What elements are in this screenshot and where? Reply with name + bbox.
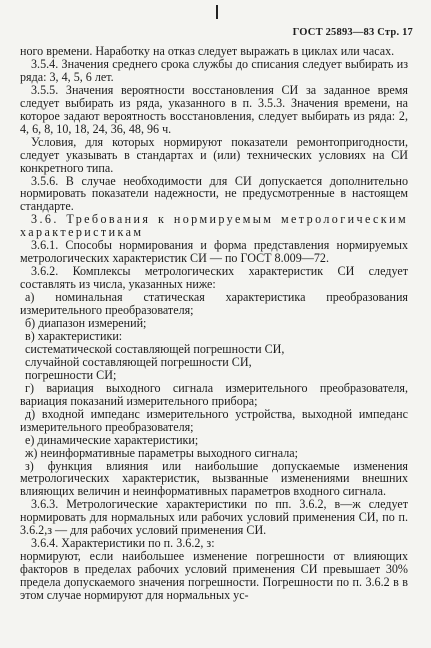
document-body <box>20 45 408 602</box>
page-header: ГОСТ 25893—83 Стр. 17 <box>292 27 413 38</box>
paragraph: нормируют, если наибольшее изменение погрешности от влияющих факторов в пределах рабочих условий применения СИ превышает 30% предела допускаемого значения погрешности. Погрешности по п. 3.6.2 в в этом случае нормируют для нормальных ус- <box>20 549 408 603</box>
paragraph: 3.5.4. Значения среднего срока службы до списания следует выбирать из ряда: 3, 4, 5, 6 лет. <box>20 56 408 84</box>
paragraph: е) динамические характеристики; <box>25 432 199 447</box>
paragraph: ж) неинформативные параметры выходного сигнала; <box>25 445 298 460</box>
paragraph: ного времени. Наработку на отказ следует выражать в циклах или часах. <box>20 44 395 58</box>
paragraph: 3.5.5. Значения вероятности восстановления СИ за заданное время следует выбирать из ряда, указанного в п. 3.5.3. Значения времени, на которое задают вероятность восстановления, следует выбирать из ряда: 2, 4, 6, 8, 10, 18, 24, 36, 48, 96 ч. <box>20 82 408 136</box>
paragraph: з) функция влияния или наибольшие допускаемые изменения метрологических характеристик, вызванные изменениями внешних влияющих величин и неинформативных параметров входного сигнала. <box>20 458 408 499</box>
paragraph: г) вариация выходного сигнала измерительного преобразователя, вариация показаний измерительного прибора; <box>20 380 408 408</box>
paragraph: 3.5.6. В случае необходимости для СИ допускается дополнительно нормировать показатели надежности, не предусмотренные в настоящем стандарте. <box>20 173 408 214</box>
paragraph: 3.6.1. Способы нормирования и форма представления нормируемых метрологических характеристик СИ — по ГОСТ 8.009—72. <box>20 238 408 266</box>
paragraph: Условия, для которых нормируют показатели ремонтопригодности, следует указывать в стандартах и (или) технических условиях на СИ конкретного типа. <box>20 134 408 175</box>
paragraph: а) номинальная статическая характеристика преобразования измерительного преобразователя; <box>20 290 408 318</box>
paragraph: 3.6.3. Метрологические характеристики по пп. 3.6.2, в—ж следует нормировать для нормальных или рабочих условий применения СИ, по п. 3.6.2,з — для рабочих условий применения СИ. <box>20 497 408 538</box>
paragraph: 3.6.4. Характеристики по п. 3.6.2, з: <box>31 536 215 551</box>
paragraph: д) входной импеданс измерительного устройства, выходной импеданс измерительного преобразователя; <box>20 406 408 434</box>
paragraph: б) диапазон измерений; <box>25 316 147 331</box>
paragraph: 3.6. Требования к нормируемым метрологическим характеристикам <box>20 212 408 240</box>
paragraph: случайной составляющей погрешности СИ, <box>25 354 252 369</box>
paragraph: в) характеристики: <box>25 328 123 343</box>
paragraph: погрешности СИ; <box>25 367 117 382</box>
paragraph: 3.6.2. Комплексы метрологических характеристик СИ следует составлять из числа, указанных ниже: <box>20 264 408 292</box>
paragraph: систематической составляющей погрешности СИ, <box>25 341 285 356</box>
scan-mark <box>216 5 218 19</box>
